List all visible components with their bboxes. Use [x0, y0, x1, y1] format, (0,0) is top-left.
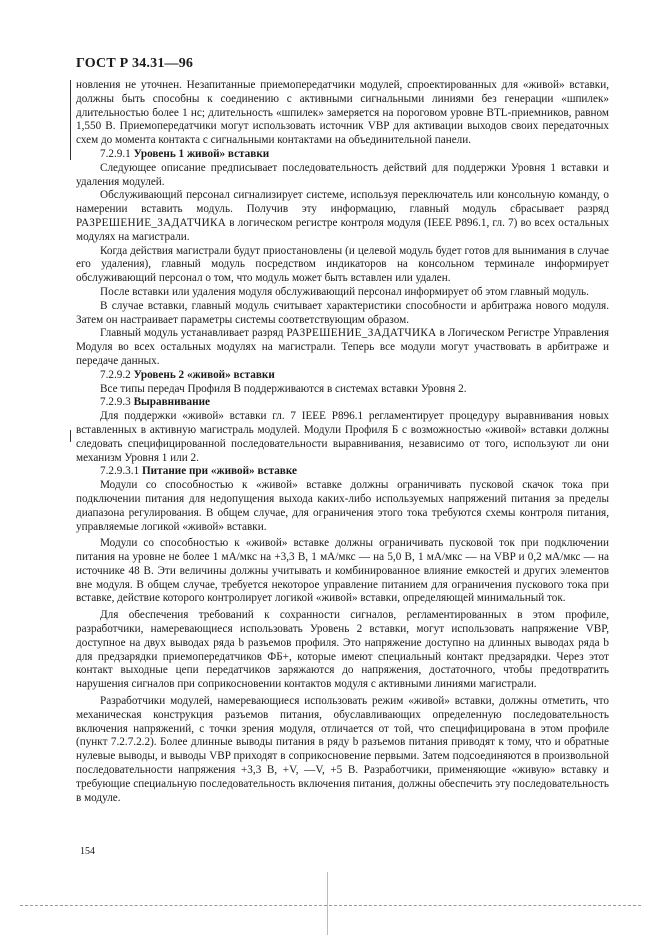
change-bar	[70, 80, 71, 160]
paragraph: Модули со способностью к «живой» вставке должны ограничивать пусковой скачок тока при подключении питания для недопущения выхода каких-либо используемых напряжений питания за пределы диапазона регулирования. В общем случае, для ограничения этого тока требуются схемы контроля питания, управляемые логикой «живой» вставки.	[76, 479, 609, 533]
paragraph: Модули со способностью к «живой» вставке должны ограничивать пусковой ток при подключении питания на уровне не более 1 мА/мкс на +3,3 В, 1 мА/мкс — на 5,0 В, 1 мА/мкс — на VBP и 0,2 мА/мкс — на источнике 48 В. Эти величины должны учитывать и комбинированное влияние емкостей и других элементов вне модуля. В общем случае, требуется некоторое управление питанием для ограничения пускового тока при вставке, действие которого контролирует логикой «живой» вставки, определяющей минимальный ток.	[76, 537, 609, 605]
paragraph: Все типы передач Профиля В поддерживаются в системах вставки Уровня 2.	[100, 382, 467, 395]
section-title: Уровень 1 живой» вставки	[133, 147, 270, 160]
paragraph: После вставки или удаления модуля обслуживающий персонал информирует об этом главный модуль.	[100, 285, 589, 298]
paragraph: Для обеспечения требований к сохранности сигналов, регламентированных в этом профиле, разработчики, намеревающиеся использовать Уровень 2 вставки, могут использовать напряжение VBP, доступное на двух выводах ряда b разъемов профиля. Это напряжение доступно на длинных выводах ряда b для предзарядки приемопередатчиков ФБ+, которые имеют специальный контакт предзарядки. Через этот контакт выходные цепи передатчиков заряжаются до напряжения, достаточного, чтобы предотвратить нарушения сигналов при соприкосновении контактов модуля с активными линиями магистрали.	[76, 609, 609, 691]
register-flag: РАЗРЕШЕНИЕ_ЗАДАТЧИКА	[76, 216, 227, 229]
paragraph: Для поддержки «живой» вставки гл. 7 IEEE P896.1 регламентирует процедуру выравнивания новых вставленных в активную магистраль модулей. Модули Профиля Б с возможностью «живой» вставки должны следовать специфицированной последовательности выравнивания, независимо от того, используют ли они механизм Уровня 1 или 2.	[76, 410, 609, 464]
page-header: ГОСТ Р 34.31—96	[76, 56, 194, 71]
paragraph: Обслуживающий персонал сигнализирует системе, используя переключатель или консольную команду, о намерении вставить модуль. Получив эту информацию, главный модуль сбрасывает разряд РАЗРЕШЕНИЕ_ЗАДАТЧИКА в логическом регистре контроля модуля (IEEE P896.1, гл. 7) во всех остальных модулях на магистрали.	[76, 189, 609, 243]
section-number: 7.2.9.3.1	[100, 465, 140, 478]
paragraph: Следующее описание предписывает последовательность действий для поддержки Уровня 1 вставки и удаления модулей.	[76, 161, 609, 188]
section-number: 7.2.9.3	[100, 396, 131, 409]
section-number: 7.2.9.2	[100, 368, 131, 381]
paragraph: Главный модуль устанавливает разряд РАЗРЕШЕНИЕ_ЗАДАТЧИКА в Логическом Регистре Управления Модуля во всех остальных модулях на магистрали. Теперь все модули могут участвовать в арбитраже и передаче данных.	[76, 327, 609, 367]
paragraph: В случае вставки, главный модуль считывает характеристики способности и арбитража нового модуля. Затем он настраивает параметры системы соответствующим образом.	[76, 299, 609, 326]
scan-edge-rule	[20, 905, 641, 907]
paragraph: Разработчики модулей, намеревающиеся использовать режим «живой» вставки, должны отметить, что механическая конструкция разъемов питания, обуславливающих определенную последовательность включения напряжений, с точки зрения модуля, отличается от той, что специфицирована в этом профиле (пункт 7.2.7.2.2). Более длинные выводы питания в ряду b разъемов питания приводят к тому, что и обратные нулевые выводы, и выводы VBP приходят в соприкосновение первыми. Затем подсоединяются в произвольной последовательности напряжения +3,3 В, +V, —V, +5 В. Разработчики, применяющие «живую» вставку и требующие специальную последовательность включения питания, должны обеспечить эту последовательность в модуле.	[76, 695, 609, 804]
register-flag: РАЗРЕШЕНИЕ_ЗАДАТЧИКА	[286, 327, 437, 340]
paragraph: новления не уточнен. Незапитанные приемопередатчики модулей, спроектированных для «живой» вставки, должны быть способны к соединению с активными сигнальными линиями без генерации «шпилек» длительностью более 1 нс; длительность «шпилек» замеряется на пороговом уровне BTL-приемников, равном 1,550 В. Приемопередатчики могут использовать источник VBP для активации выходов своих передаточных схем до момента контакта с сигнальными контактами на объединительной панели.	[76, 79, 609, 147]
body-text	[76, 79, 609, 805]
section-heading-7-2-9-3	[76, 396, 609, 410]
section-heading-7-2-9-1	[76, 148, 609, 162]
page-number: 154	[80, 846, 95, 857]
paragraph: Когда действия магистрали будут приостановлены (и целевой модуль будет готов для вынимания в случае его удаления), главный модуль посредством индикаторов на консольном терминале информирует обслуживающий персонал о том, что модуль может быть вставлен или удален.	[76, 244, 609, 285]
scan-fold-mark	[327, 872, 328, 935]
section-heading-7-2-9-3-1	[76, 465, 609, 479]
section-number: 7.2.9.1	[100, 147, 131, 160]
section-title: Уровень 2 «живой» вставки	[133, 368, 275, 381]
change-bar	[70, 430, 71, 442]
section-heading-7-2-9-2	[76, 369, 609, 383]
section-title: Выравнивание	[133, 396, 211, 409]
section-title: Питание при «живой» вставке	[141, 465, 297, 478]
